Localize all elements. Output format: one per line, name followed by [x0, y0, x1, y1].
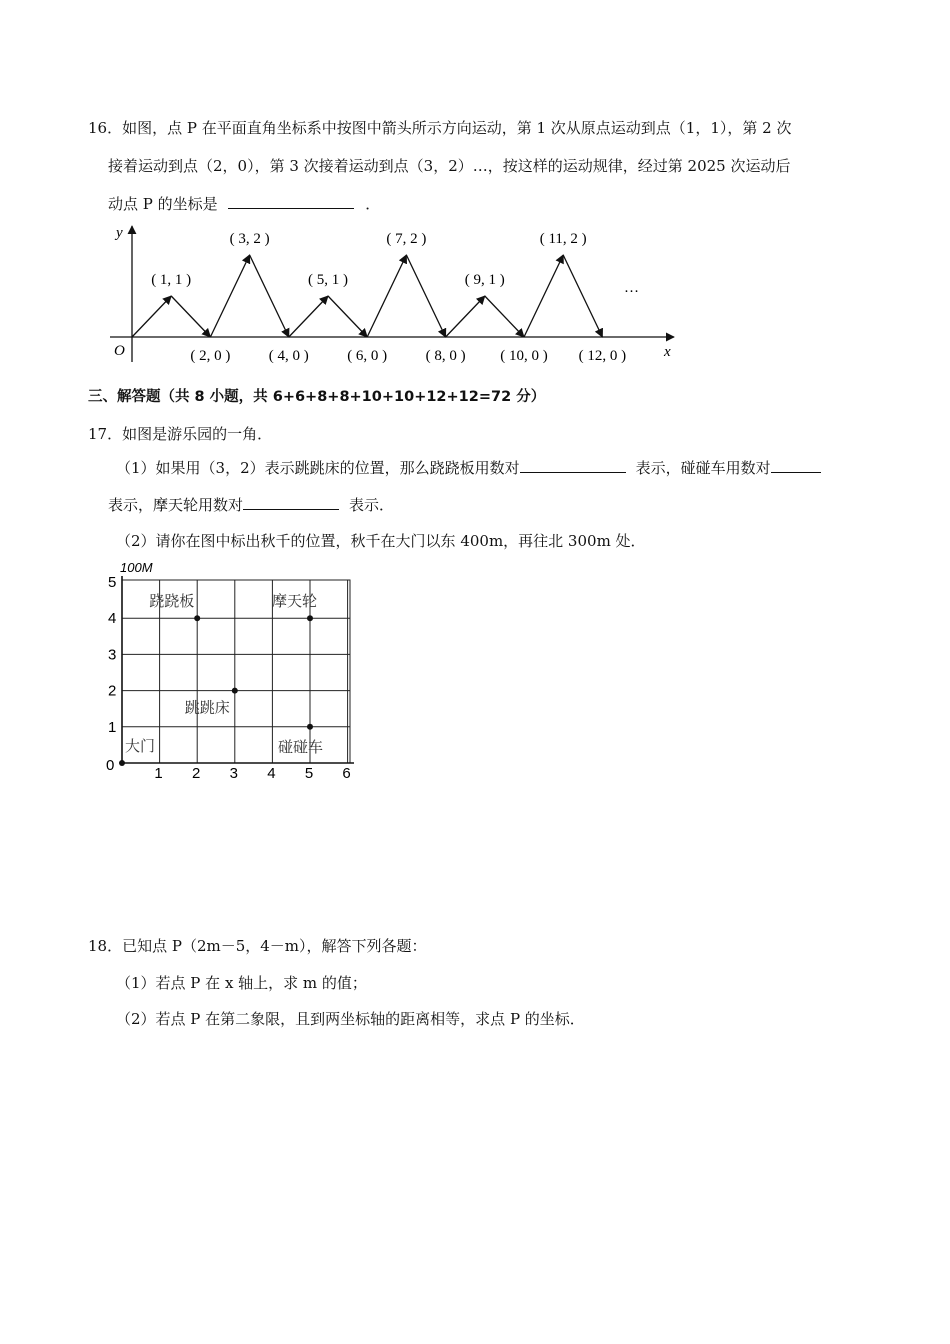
- segment-6: [328, 296, 367, 337]
- q17-part1-text-b: 表示，碰碰车用数对: [635, 459, 771, 477]
- y-axis-label: y: [116, 225, 123, 241]
- q16-line-1: 16．如图，点 P 在平面直角坐标系中按图中箭头所示方向运动，第 1 次从原点运动到点（1，1），第 2 次: [88, 119, 792, 137]
- place-point: [307, 615, 313, 621]
- park-origin-label: 0: [106, 757, 115, 774]
- q18-part2: （2）若点 P 在第二象限，且到两坐标轴的距离相等，求点 P 的坐标．: [116, 1010, 585, 1028]
- section-3-title: 三、解答题（共 8 小题，共 6+6+8+8+10+10+12+12=72 分）: [88, 389, 546, 405]
- zigzag-chart: [100, 222, 690, 370]
- segment-5: [289, 296, 328, 337]
- y-tick-label: 2: [108, 682, 117, 700]
- origin-label: O: [114, 343, 125, 359]
- top-point-label: ( 5, 1 ): [308, 272, 348, 288]
- q17-seesaw-blank[interactable]: [520, 458, 626, 473]
- x-tick-label: 6: [342, 765, 351, 782]
- x-tick-label: 2: [192, 765, 201, 782]
- bottom-point-label: ( 6, 0 ): [347, 348, 388, 364]
- x-tick-label: 3: [229, 765, 238, 782]
- bottom-point-label: ( 10, 0 ): [500, 348, 548, 364]
- x-tick-label: 4: [267, 765, 276, 782]
- q17-part1-text-c: 表示，摩天轮用数对: [108, 496, 244, 514]
- park-unit-label: 100M: [120, 560, 153, 575]
- x-tick-label: 5: [304, 765, 314, 782]
- q18-part1: （1）若点 P 在 x 轴上，求 m 的值；: [116, 974, 367, 992]
- q17-part1-text-d: 表示．: [349, 496, 395, 514]
- q17-part1-text-a: （1）如果用（3，2）表示跳跳床的位置，那么跷跷板用数对: [116, 459, 520, 477]
- bottom-point-label: ( 12, 0 ): [578, 348, 627, 364]
- zigzag-segments: [132, 255, 602, 337]
- zigzag-labels: [151, 231, 626, 364]
- place-point: [307, 724, 313, 730]
- place-point: [232, 688, 238, 694]
- top-point-label: ( 9, 1 ): [464, 272, 505, 288]
- bottom-point-label: ( 4, 0 ): [268, 348, 309, 364]
- q16-line-3: [108, 194, 380, 214]
- top-point-label: ( 7, 2 ): [386, 231, 427, 247]
- ellipsis: …: [624, 280, 639, 296]
- place-label: 大门: [125, 738, 156, 755]
- q18-title: 18．已知点 P（2m－5，4－m），解答下列各题：: [88, 937, 427, 955]
- segment-8: [406, 255, 445, 337]
- q16-line-3-suffix: ．: [365, 195, 381, 213]
- top-point-label: ( 1, 1 ): [151, 272, 192, 288]
- x-tick-label: 1: [154, 765, 163, 782]
- segment-9: [446, 296, 485, 337]
- park-map: [100, 556, 365, 786]
- q16-answer-blank[interactable]: [228, 194, 354, 209]
- y-tick-label: 5: [108, 574, 117, 591]
- q17-ferris-wheel-blank[interactable]: [243, 495, 339, 510]
- place-point: [119, 760, 125, 766]
- bottom-point-label: ( 8, 0 ): [425, 348, 466, 364]
- q16-line-2: 接着运动到点（2，0），第 3 次接着运动到点（3，2）…，按这样的运动规律，经过第 2025 次运动后: [108, 157, 791, 175]
- bottom-point-label: ( 2, 0 ): [190, 348, 231, 364]
- top-point-label: ( 3, 2 ): [229, 231, 270, 247]
- y-tick-label: 4: [108, 610, 117, 628]
- q17-bumper-car-blank[interactable]: [771, 458, 821, 473]
- q17-part1-line2: [108, 495, 394, 515]
- place-label: 跳跳床: [184, 699, 230, 717]
- place-label: 跷跷板: [149, 593, 195, 611]
- y-tick-label: 1: [108, 718, 117, 736]
- place-label: 摩天轮: [272, 593, 318, 611]
- x-axis-label: x: [664, 344, 671, 360]
- segment-4: [250, 255, 289, 337]
- q16-line-3-prefix: 动点 P 的坐标是: [108, 195, 218, 213]
- place-label: 碰碰车: [278, 738, 324, 756]
- y-tick-label: 3: [108, 646, 117, 664]
- segment-3: [210, 255, 249, 337]
- q17-part2: （2）请你在图中标出秋千的位置，秋千在大门以东 400m，再往北 300m 处．: [116, 532, 646, 550]
- place-point: [194, 615, 200, 621]
- segment-11: [524, 255, 563, 337]
- q17-title: 17．如图是游乐园的一角．: [88, 425, 273, 443]
- top-point-label: ( 11, 2 ): [539, 231, 587, 247]
- segment-2: [171, 296, 210, 337]
- segment-1: [132, 296, 171, 337]
- segment-7: [367, 255, 406, 337]
- segment-10: [485, 296, 524, 337]
- q17-part1-line1: [116, 458, 821, 478]
- segment-12: [563, 255, 602, 337]
